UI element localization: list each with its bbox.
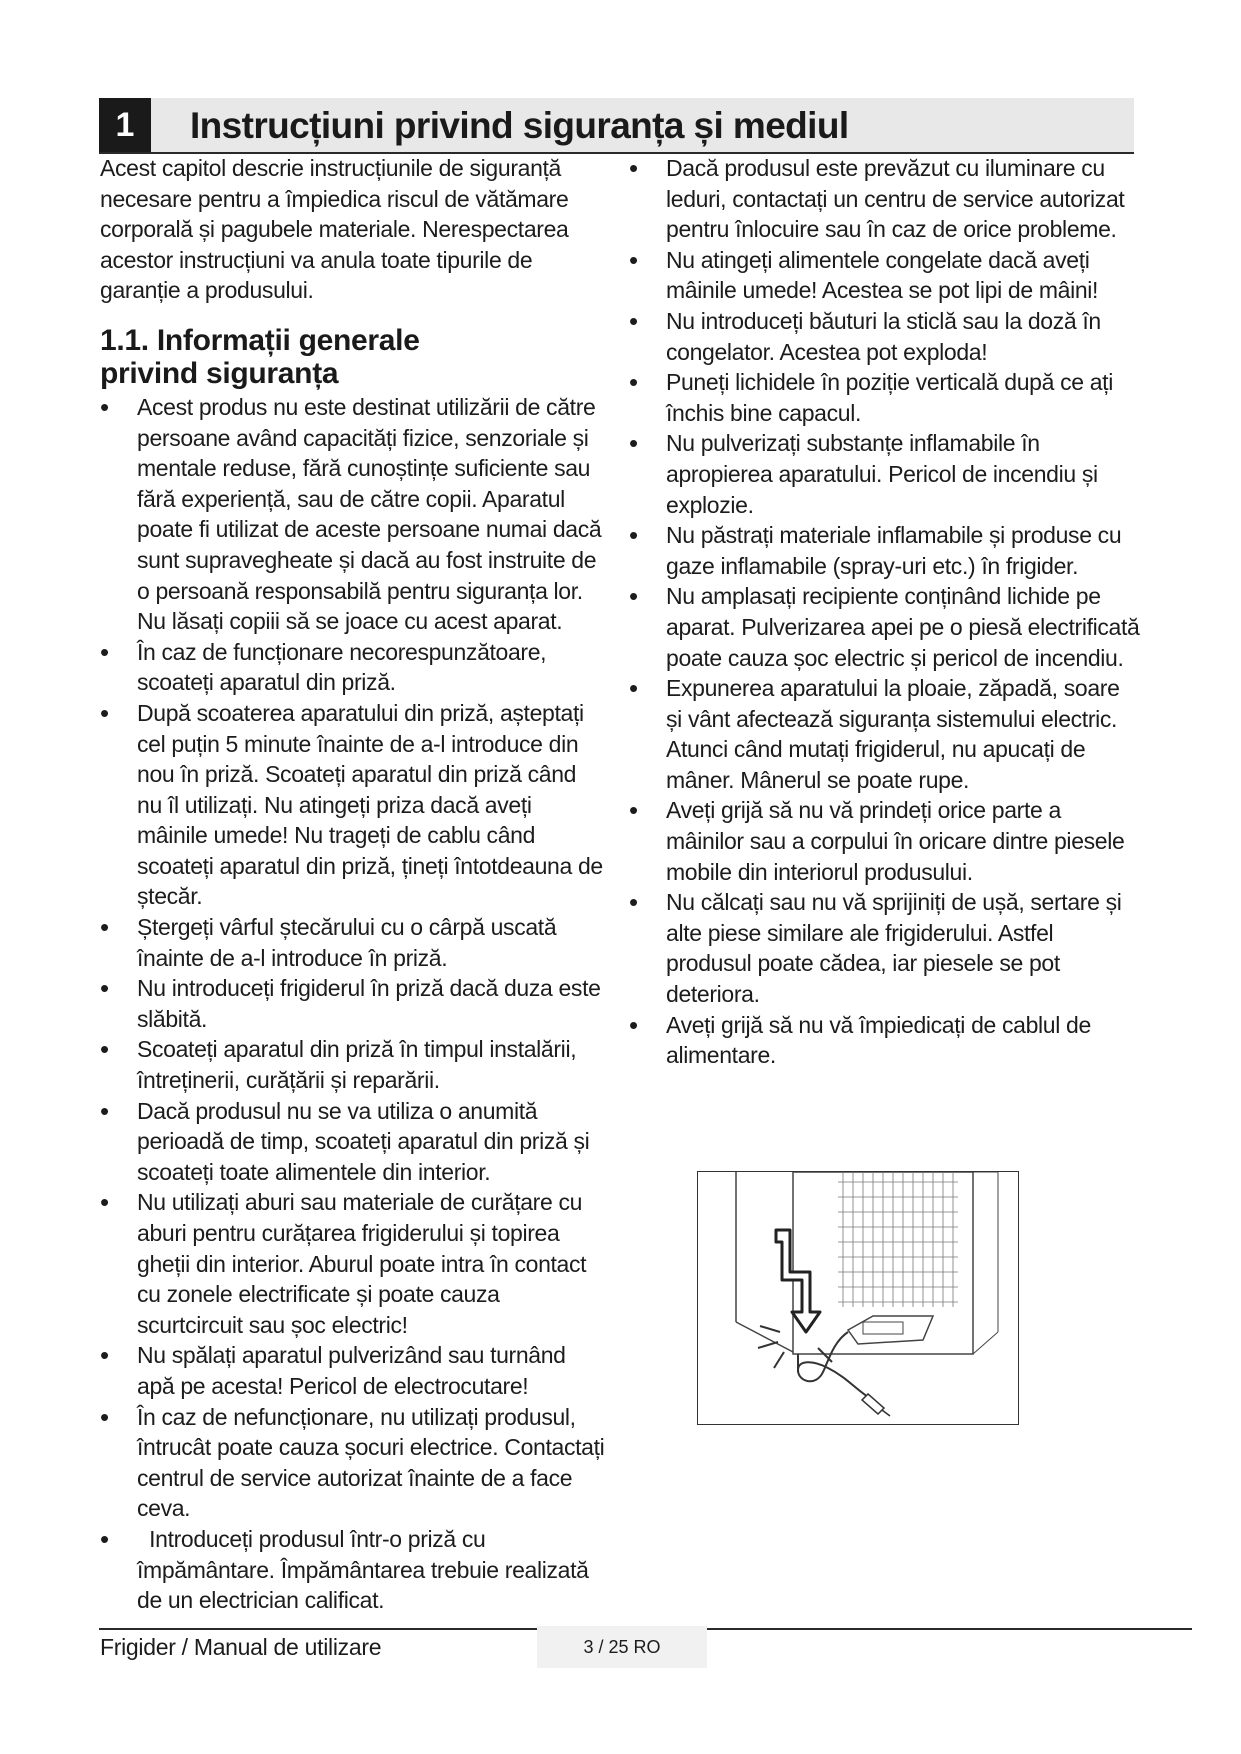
right-bullet-list [629, 153, 1141, 1071]
left-bullet-list [100, 392, 606, 1616]
list-item: • Aveți grijă să nu vă împiedicați de cablul de alimentare. [629, 1010, 1141, 1071]
list-item: • Nu călcați sau nu vă sprijiniți de ușă, sertare și alte piese similare ale frigiderului. Astfel produsul poate cădea, iar piesele se pot deteriora. [629, 887, 1141, 1009]
section-heading-line1: 1.1. Informații generale [100, 323, 420, 357]
list-item: • Acest produs nu este destinat utilizării de către persoane având capacități fizice, senzoriale și mentale reduse, fără cunoștințe suficiente sau fără experiență, sau de către copii. Aparatul poate fi utilizat de aceste persoane numai dacă sunt supravegheate și dacă au fost instruite de o persoană responsabilă pentru siguranța lor. Nu lăsați copiii să se joace cu acest aparat. [100, 392, 606, 637]
list-item: • Puneți lichidele în poziție verticală după ce ați închis bine capacul. [629, 367, 1141, 428]
left-column [100, 153, 606, 1616]
footer-document-title: Frigider / Manual de utilizare [100, 1634, 382, 1660]
list-item: • După scoaterea aparatului din priză, așteptați cel puțin 5 minute înainte de a-l introduce din nou în priză. Scoateți aparatul din priză când nu îl utilizați. Nu atingeți priza dacă aveți mâinile umede! Nu trageți de cablu când scoateți aparatul din priză, țineți întotdeauna de ștecăr. [100, 698, 606, 912]
list-item: • Aveți grijă să nu vă prindeți orice parte a mâinilor sau a corpului în oricare dintre piesele mobile din interiorul produsului. [629, 795, 1141, 887]
chapter-number: 1 [99, 98, 151, 152]
list-item: • Nu păstrați materiale inflamabile și produse cu gaze inflamabile (spray-uri etc.) în frigider. [629, 520, 1141, 581]
list-item: • În caz de nefuncționare, nu utilizați produsul, întrucât poate cauza șocuri electrice. Contactați centrul de service autorizat înainte de a face ceva. [100, 1402, 606, 1524]
right-column [629, 153, 1141, 1071]
section-heading [100, 324, 606, 390]
list-item: • Nu amplasați recipiente conținând lichide pe aparat. Pulverizarea apei pe o piesă electrificată poate cauza șoc electric și pericol de incendiu. [629, 581, 1141, 673]
refrigerator-electrical-warning-illustration [697, 1171, 1019, 1425]
list-item: • Expunerea aparatului la ploaie, zăpadă, soare și vânt afectează siguranța sistemului electric. Atunci când mutați frigiderul, nu apucați de mâner. Mânerul se poate rupe. [629, 673, 1141, 795]
list-item: • Dacă produsul este prevăzut cu iluminare cu leduri, contactați un centru de service autorizat pentru înlocuire sau în caz de orice probleme. [629, 153, 1141, 245]
list-item: • În caz de funcționare necorespunzătoare, scoateți aparatul din priză. [100, 637, 606, 698]
list-item: • Ștergeți vârful ștecărului cu o cârpă uscată înainte de a-l introduce în priză. [100, 912, 606, 973]
intro-paragraph: Acest capitol descrie instrucțiunile de siguranță necesare pentru a împiedica riscul de vătămare corporală și pagubele materiale. Nerespectarea acestor instrucțiuni va anula toate tipurile de garanție a produsului. [100, 155, 569, 304]
list-item: • Nu introduceți băuturi la sticlă sau la doză în congelator. Acestea pot exploda! [629, 306, 1141, 367]
list-item: • Nu atingeți alimentele congelate dacă aveți mâinile umede! Acestea se pot lipi de mâini! [629, 245, 1141, 306]
list-item: • Dacă produsul nu se va utiliza o anumită perioadă de timp, scoateți aparatul din priză și scoateți toate alimentele din interior. [100, 1096, 606, 1188]
list-item: • Introduceți produsul într-o priză cu împământare. Împământarea trebuie realizată de un electrician calificat. [100, 1524, 606, 1616]
fridge-back-power-cord-icon [698, 1172, 1018, 1424]
page-title: Instrucțiuni privind siguranța și mediul [190, 105, 849, 146]
list-item: • Scoateți aparatul din priză în timpul instalării, întreținerii, curățării și reparării. [100, 1034, 606, 1095]
list-item: • Nu pulverizați substanțe inflamabile în apropierea aparatului. Pericol de incendiu și explozie. [629, 428, 1141, 520]
list-item: • Nu utilizați aburi sau materiale de curățare cu aburi pentru curățarea frigiderului și topirea gheții din interior. Aburul poate intra în contact cu zonele electrificate și poate cauza scurtcircuit sau șoc electric! [100, 1187, 606, 1340]
list-item: • Nu introduceți frigiderul în priză dacă duza este slăbită. [100, 973, 606, 1034]
list-item: • Nu spălați aparatul pulverizând sau turnând apă pe acesta! Pericol de electrocutare! [100, 1340, 606, 1401]
section-heading-line2: privind siguranța [100, 356, 339, 390]
footer-page-number: 3 / 25 RO [537, 1626, 707, 1668]
